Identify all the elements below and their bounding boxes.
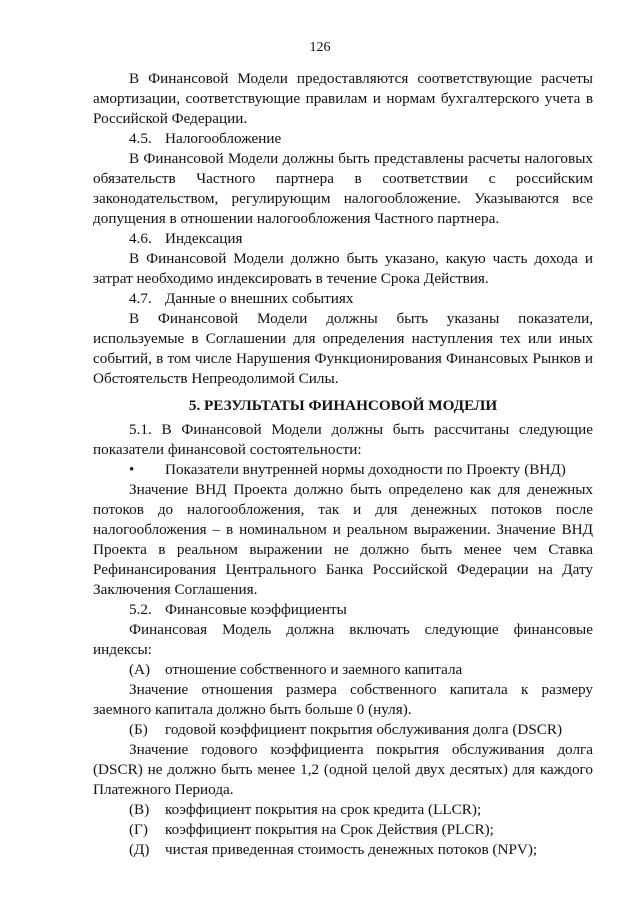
list-item-b [93, 720, 593, 740]
section-number: 4.5. [129, 130, 152, 147]
section-number: 4.6. [129, 230, 152, 247]
bullet-item-irr [93, 460, 593, 480]
paragraph-amortization: В Финансовой Модели предоставляются соответствующие расчеты амортизации, соответствующие правилам и нормам бухгалтерского учета в Российской Федерации. [93, 70, 593, 127]
list-label: (В) [129, 801, 150, 818]
list-item-g [93, 820, 593, 840]
list-text: годовой коэффициент покрытия обслуживания долга (DSCR) [165, 721, 563, 738]
bullet-icon: • [129, 461, 135, 478]
list-item-a [93, 660, 593, 680]
list-label: (Б) [129, 721, 148, 738]
list-label: (А) [129, 661, 151, 678]
section-number: 4.7. [129, 290, 152, 307]
list-label: (Г) [129, 821, 148, 838]
section-title: Индексация [165, 230, 243, 247]
section-title: Финансовые коэффициенты [165, 601, 347, 618]
section-heading-5-2 [93, 600, 593, 620]
list-label: (Д) [129, 841, 150, 858]
bullet-text: Показатели внутренней нормы доходности по Проекту (ВНД) [165, 461, 566, 478]
paragraph-external-events: В Финансовой Модели должны быть указаны показатели, используемые в Соглашении для определения наступления тех или иных событий, в том числе Нарушения Функционирования Финансовых Рынков и Обстоятельств Непреодолимой Силы. [93, 310, 593, 387]
list-text: коэффициент покрытия на Срок Действия (PLCR); [165, 821, 494, 838]
section-title: Данные о внешних событиях [165, 290, 354, 307]
paragraph-indexation: В Финансовой Модели должно быть указано, какую часть дохода и затрат необходимо индексировать в течение Срока Действия. [93, 250, 593, 287]
paragraph-5-2: Финансовая Модель должна включать следующие финансовые индексы: [93, 621, 593, 658]
section-heading-4-7 [93, 289, 593, 309]
section-number: 5.2. [129, 601, 152, 618]
list-item-v [93, 800, 593, 820]
chapter-heading-5: 5. РЕЗУЛЬТАТЫ ФИНАНСОВОЙ МОДЕЛИ [188, 397, 498, 414]
section-heading-4-6 [93, 229, 593, 249]
paragraph-irr: Значение ВНД Проекта должно быть определено как для денежных потоков до налогообложения, так и для денежных потоков после налогообложения – в номинальном и реальном выражении. Значение ВНД Проекта в реальном выражении не должно быть менее чем Ставка Рефинансирования Центрального Банка Российской Федерации на Дату Заключения Соглашения. [93, 481, 593, 598]
list-text: коэффициент покрытия на срок кредита (LLCR); [165, 801, 482, 818]
paragraph-item-b: Значение годового коэффициента покрытия обслуживания долга (DSCR) не должно быть менее 1,2 (одной целой двух десятых) для каждого Платежного Периода. [93, 741, 593, 798]
paragraph-item-a: Значение отношения размера собственного капитала к размеру заемного капитала должно быть больше 0 (нуля). [93, 681, 593, 718]
paragraph-5-1: 5.1. В Финансовой Модели должны быть рассчитаны следующие показатели финансовой состоятельности: [93, 421, 593, 458]
list-text: отношение собственного и заемного капитала [165, 661, 463, 678]
page-number: 126 [309, 40, 331, 55]
list-text: чистая приведенная стоимость денежных потоков (NPV); [165, 841, 538, 858]
section-heading-4-5 [93, 129, 593, 149]
paragraph-tax: В Финансовой Модели должны быть представлены расчеты налоговых обязательств Частного партнера в соответствии с российским законодательством, регулирующим налогообложение. Указываются все допущения в отношении налогообложения Частного партнера. [93, 150, 593, 227]
list-item-d [93, 840, 593, 860]
section-title: Налогообложение [165, 130, 282, 147]
page-content [93, 69, 593, 860]
